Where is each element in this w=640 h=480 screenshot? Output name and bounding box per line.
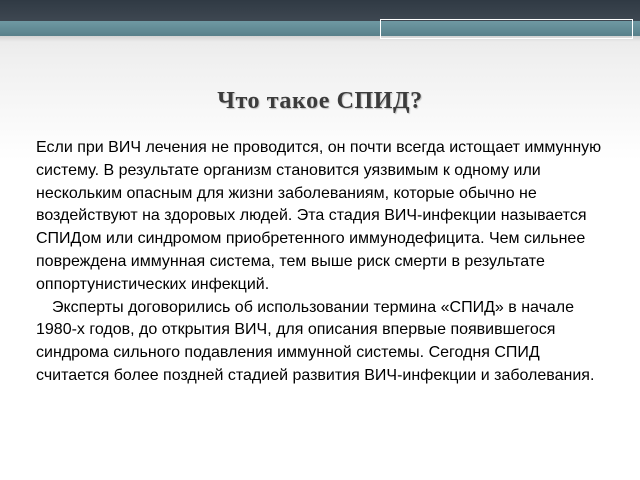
header-tab-outline bbox=[380, 19, 633, 39]
header-dark-bar bbox=[0, 0, 640, 21]
slide-title: Что такое СПИД? bbox=[217, 88, 423, 114]
paragraph-1: Если при ВИЧ лечения не проводится, он почти всегда истощает иммунную систему. В результате организм становится уязвимым к одному или нескольким опасным для жизни заболеваниям, которые обычно не воздействуют на здоровых людей. Эта стадия ВИЧ-инфекции называется СПИДом или синдромом приобретенного иммунодефицита. Чем сильнее повреждена иммунная система, тем выше риск смерти в результате оппортунистических инфекций. bbox=[36, 139, 602, 293]
slide-body bbox=[36, 137, 611, 388]
paragraph-2: Эксперты договорились об использовании термина «СПИД» в начале 1980-х годов, до открытия ВИЧ, для описания впервые появившегося синдрома сильного подавления иммунной системы. Сегодня СПИД считается более поздней стадией развития ВИЧ-инфекции и заболевания. bbox=[36, 298, 595, 384]
